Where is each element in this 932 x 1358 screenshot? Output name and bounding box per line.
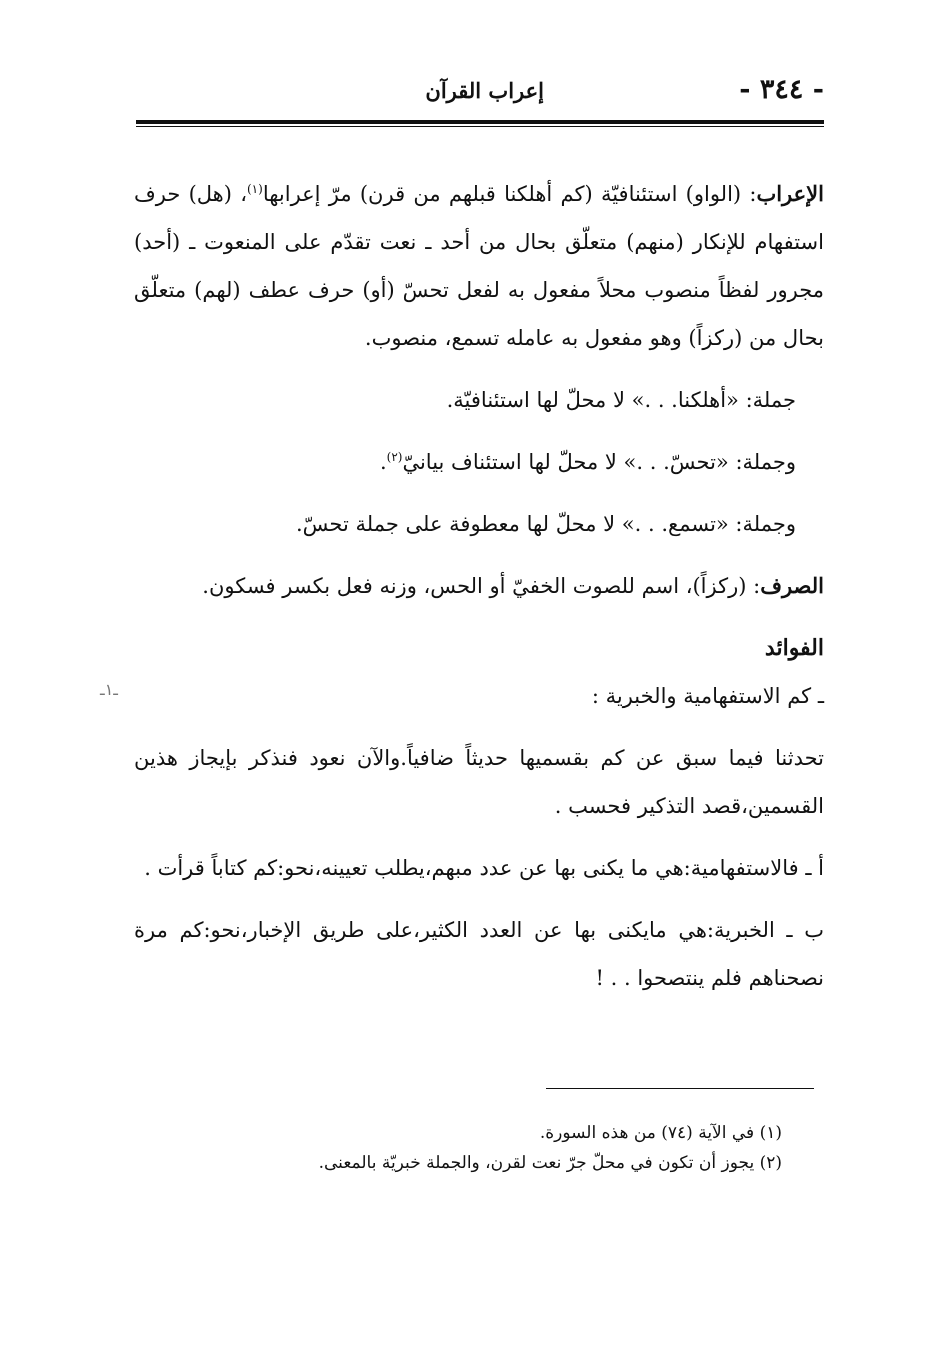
sentence-2-text: وجملة: «تحسّ. . .» لا محلّ لها استئناف بيانيّ [402, 450, 796, 474]
footnote-1: (١) في الآية (٧٤) من هذه السورة. [539, 1123, 782, 1143]
footnote-ref-2: (٢) [386, 450, 403, 464]
book-title: إعراب القرآن [425, 78, 544, 103]
main-content [134, 170, 824, 1016]
irab-label: الإعراب [756, 181, 824, 206]
footnote-2: (٢) يجوز أن تكون في محلّ جرّ نعت لقرن، والجملة خبريّة بالمعنى. [318, 1153, 782, 1173]
sentence-1: جملة: «أهلكنا. . .» لا محلّ لها استئنافيّة. [446, 388, 796, 412]
sentence-2 [134, 438, 824, 486]
fawaid-paragraph-3: ب ـ الخبرية:هي مايكنى بها عن العدد الكثير،على طريق الإخبار،نحو:كم مرة نصحناهم فلم ينتصحوا . . ! [134, 918, 824, 990]
sarf-label: الصرف [760, 573, 824, 598]
fawaid-title: الفوائد [764, 635, 824, 661]
sarf-paragraph [134, 562, 824, 610]
margin-note: ـ١ـ [100, 680, 118, 699]
fawaid-paragraph-2: أ ـ فالاستفهامية:هي ما يكنى بها عن عدد مبهم،يطلب تعيينه،نحو:كم كتاباً قرأت . [144, 856, 824, 880]
header-rule-thin [136, 126, 824, 127]
footnote-rule [546, 1088, 814, 1089]
page-number: - ٣٤٤ - [739, 74, 824, 105]
irab-text-continued: ، (هل) حرف استفهام للإنكار (منهم) متعلّق بحال من أحد ـ نعت تقدّم على المنعوت ـ (أحد) مجرور لفظاً منصوب محلاً مفعول به لفعل تحسّ (أو) حرف عطف (لهم) متعلّق بحال من (ركزاً) وهو مفعول به عامله تسمع، منصوب. [134, 182, 824, 350]
fawaid-paragraph-1: تحدثنا فيما سبق عن كم بقسميها حديثاً ضافياً.والآن نعود فنذكر بإيجاز هذين القسمين،قصد التذكير فحسب . [134, 746, 824, 818]
footnotes [142, 1118, 782, 1178]
page-header [136, 70, 824, 116]
irab-text: : (الواو) استئنافيّة (كم أهلكنا قبلهم من قرن) مرّ إعرابها [262, 182, 757, 206]
footnote-ref-1: (١) [246, 182, 263, 196]
sarf-text: : (ركزاً)، اسم للصوت الخفيّ أو الحس، وزنه فعل بكسر فسكون. [202, 574, 761, 598]
sentence-3: وجملة: «تسمع. . .» لا محلّ لها معطوفة على جملة تحسّ. [295, 512, 796, 536]
header-rule-thick [136, 120, 824, 124]
fawaid-subheading: ـ كم الاستفهامية والخبرية : [591, 684, 824, 708]
irab-paragraph [134, 170, 824, 362]
sentence-2-end: . [379, 450, 387, 474]
